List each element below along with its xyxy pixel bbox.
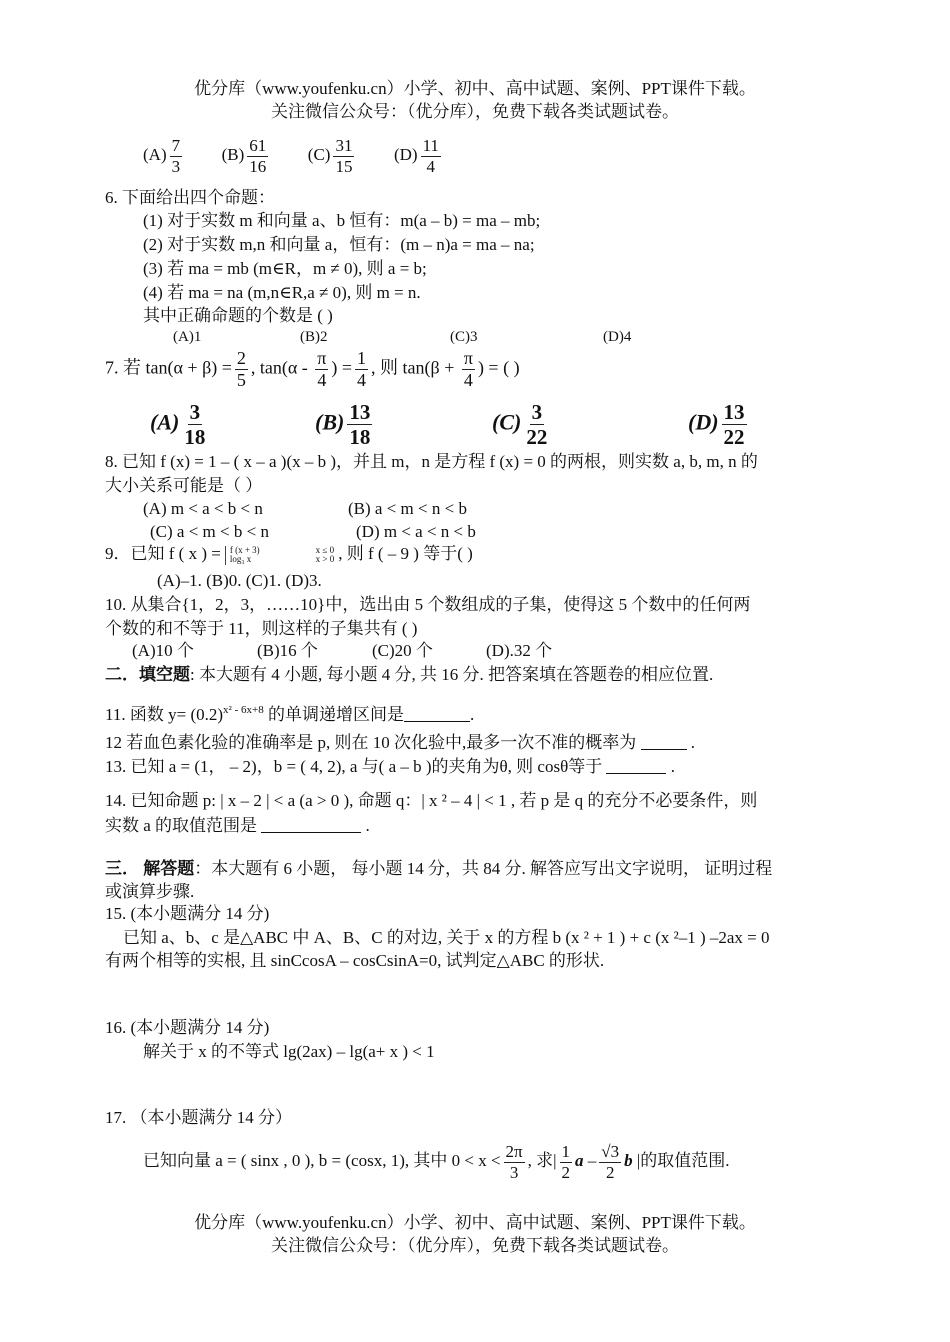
- q8-line-1: 8. 已知 f (x) = 1 – ( x – a )(x – b )，并且 m，n 是方程 f (x) = 0 的两根，则实数 a, b, m, n 的: [105, 452, 758, 471]
- q10-line-2: 个数的和不等于 11，则这样的子集共有 ( ): [105, 619, 418, 638]
- q6-ask: 其中正确命题的个数是 ( ): [143, 306, 333, 325]
- q8-line-2: 大小关系可能是（ ）: [105, 476, 263, 495]
- q15-line-2: 有两个相等的实根, 且 sinCcosA – cosCsinA=0, 试判定△ABC 的形状.: [105, 951, 605, 970]
- q10-option-c: (C)20 个: [372, 641, 433, 660]
- q5-option-d: (D) $\frac{11}{4}$: [393, 136, 439, 176]
- q8-option-d: (D) m < a < n < b: [356, 522, 476, 541]
- q11: 11. 函数 $y= (0.2)^{x^2 - 6x+8}$ 的单调递增区间是 .: [105, 704, 475, 724]
- q6-title: 6. 下面给出四个命题：: [105, 188, 275, 207]
- q17-stem: 已知向量 a = ( sinx , 0 ), b = (cosx, 1), 其中 0 < x < $\frac{2\pi}{3}$ , 求| $\frac{1}{2}$ a – $\frac{√3}{2}$ b |的取值范围.: [143, 1142, 730, 1182]
- q5-options: [143, 136, 444, 176]
- section-2-heading: 二．填空题: 本大题有 4 小题, 每小题 4 分, 共 16 分. 把答案填在答题卷的相应位置.: [105, 665, 714, 684]
- header-line-1: 优分库（www.youfenku.cn）小学、初中、高中试题、案例、PPT课件下载。: [194, 79, 756, 98]
- q6-proposition-1: (1) 对于实数 m 和向量 a、b 恒有：m(a – b) = ma – mb;: [143, 211, 541, 230]
- q8-option-b: (B) a < m < n < b: [348, 499, 467, 518]
- q6-option-a: (A)1: [173, 329, 202, 345]
- q15-title: 15. (本小题满分 14 分): [105, 904, 270, 923]
- q14-line-1: 14. 已知命题 p: | x – 2 | < a (a > 0 ), 命题 q：| x ² – 4 | < 1 , 若 p 是 q 的充分不必要条件，则: [105, 791, 758, 810]
- q9-conditions: x ≤ 0 x > 0: [315, 544, 335, 565]
- q6-option-b: (B)2: [300, 329, 328, 345]
- q16-line-1: 解关于 x 的不等式 lg(2ax) – lg(a+ x ) < 1: [143, 1042, 435, 1061]
- q7-option-b: (B) $\frac{13}{18}$: [315, 400, 371, 450]
- q7-option-a: (A) $\frac{3}{18}$: [150, 400, 206, 450]
- q15-line-1: 已知 a、b、c 是△ABC 中 A、B、C 的对边, 关于 x 的方程 b (x ² + 1 ) + c (x ²–1 ) –2ax = 0: [123, 928, 770, 947]
- q6-proposition-2: (2) 对于实数 m,n 和向量 a，恒有：(m – n)a = ma – na;: [143, 235, 535, 254]
- q10-option-b: (B)16 个: [257, 641, 318, 660]
- q5-option-a: (A) $\frac{7}{3}$: [143, 136, 181, 176]
- q7-option-c: (C) $\frac{3}{22}$: [492, 400, 548, 450]
- q6-proposition-3: (3) 若 ma = mb (m∈R，m ≠ 0), 则 a = b;: [143, 259, 427, 278]
- q6-option-d: (D)4: [603, 329, 632, 345]
- q14-line-2: 实数 a 的取值范围是 .: [105, 816, 370, 835]
- header-line-2: 关注微信公众号：（优分库），免费下载各类试题试卷。: [271, 102, 679, 121]
- footer-line-2: 关注微信公众号：（优分库），免费下载各类试题试卷。: [271, 1236, 679, 1255]
- q9-options: (A)–1. (B)0. (C)1. (D)3.: [157, 571, 322, 590]
- q5-option-c: (C) $\frac{31}{15}$: [307, 136, 353, 176]
- q9-stem: 9．已知 f ( x ) = f (x + 3) log₃ x x ≤ 0 x > 0 , 则 f ( – 9 ) 等于( ): [105, 544, 473, 565]
- q17-title: 17. （本小题满分 14 分）: [105, 1108, 292, 1127]
- q13: 13. 已知 a = (1， – 2)，b = ( 4, 2), a 与( a – b )的夹角为θ, 则 cosθ等于 .: [105, 757, 675, 776]
- q8-option-a: (A) m < a < b < n: [143, 499, 263, 518]
- q6-proposition-4: (4) 若 ma = na (m,n∈R,a ≠ 0), 则 m = n.: [143, 283, 421, 302]
- q10-option-a: (A)10 个: [132, 641, 194, 660]
- q12: 12 若血色素化验的准确率是 p, 则在 10 次化验中,最多一次不准的概率为 .: [105, 733, 695, 752]
- q7-stem: 7. 若 tan(α + β) = $\frac{2}{5}$ , tan(α - $\frac{\pi}{4}$ ) = $\frac{1}{4}$ , 则 tan(β + $\frac{\pi}{4}$ ) = ( ): [105, 348, 520, 390]
- q5-option-b: (B) $\frac{61}{16}$: [221, 136, 267, 176]
- q9-piecewise: f (x + 3) log₃ x: [225, 546, 260, 565]
- q10-line-1: 10. 从集合{1，2，3，……10}中，选出由 5 个数组成的子集，使得这 5 个数中的任何两: [105, 595, 751, 614]
- q10-option-d: (D).32 个: [486, 641, 553, 660]
- section-3-line-2: 或演算步骤.: [105, 882, 195, 901]
- q6-option-c: (C)3: [450, 329, 478, 345]
- footer-line-1: 优分库（www.youfenku.cn）小学、初中、高中试题、案例、PPT课件下载。: [194, 1213, 756, 1232]
- q8-option-c: (C) a < m < b < n: [150, 522, 269, 541]
- q7-option-d: (D) $\frac{13}{22}$: [688, 400, 745, 450]
- q16-title: 16. (本小题满分 14 分): [105, 1018, 270, 1037]
- section-3-heading: 三． 解答题：本大题有 6 小题， 每小题 14 分，共 84 分. 解答应写出文字说明， 证明过程: [105, 859, 773, 878]
